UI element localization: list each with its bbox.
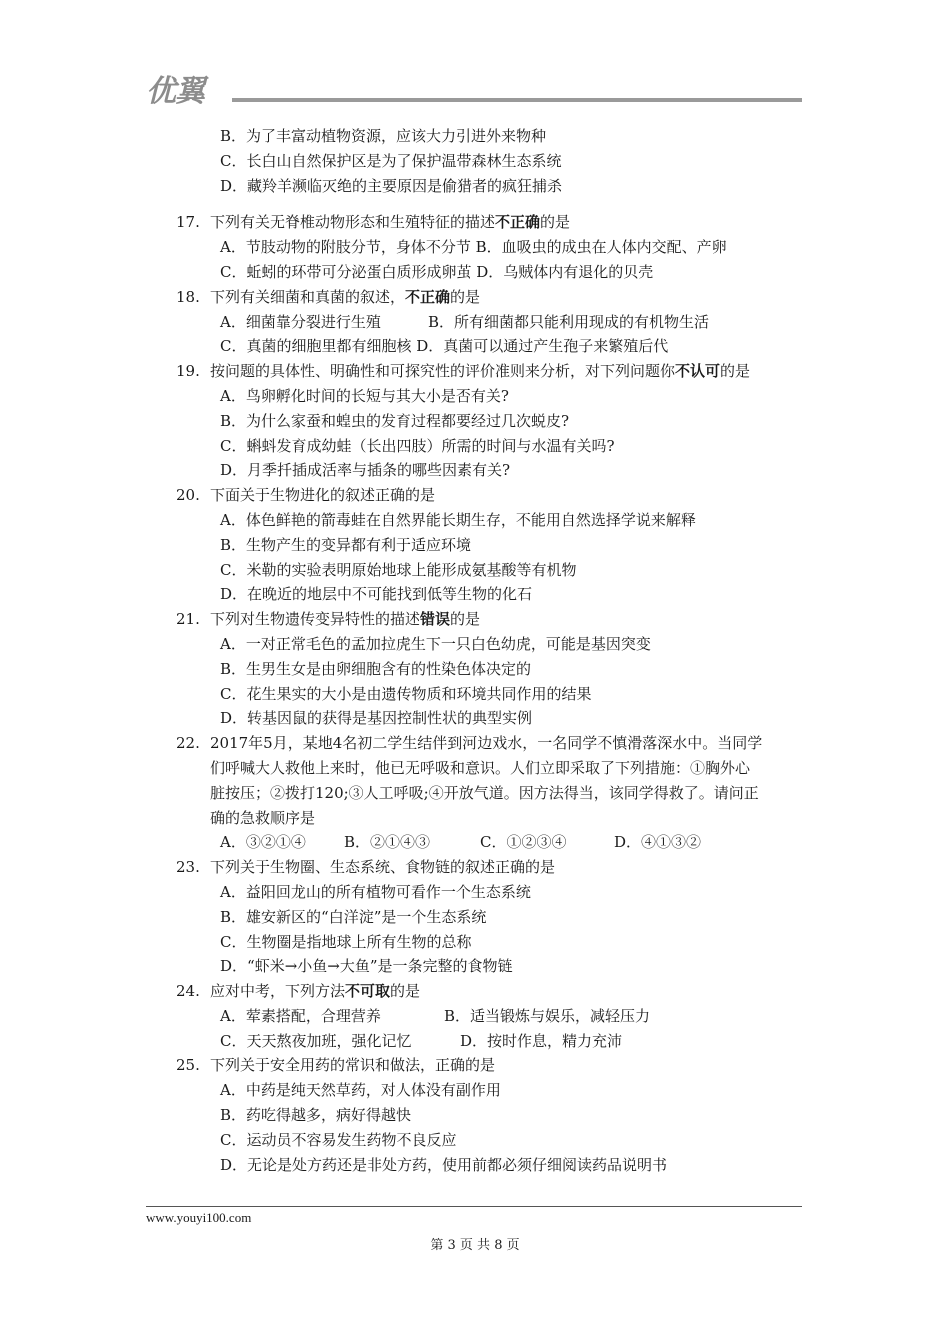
footer-rule bbox=[146, 1206, 802, 1207]
q20-option-a: A．体色鲜艳的箭毒蛙在自然界能长期生存，不能用自然选择学说来解释 bbox=[220, 510, 696, 529]
q23-stem: 23. 下列关于生物圈、生态系统、食物链的叙述正确的是 bbox=[176, 858, 556, 877]
header-rule bbox=[232, 98, 802, 102]
q18-options-ab: A．细菌靠分裂进行生殖 B．所有细菌都只能利用现成的有机物生活 bbox=[220, 312, 710, 331]
q25-stem: 25. 下列关于安全用药的常识和做法，正确的是 bbox=[176, 1056, 496, 1075]
q19-option-b: B．为什么家蚕和蝗虫的发育过程都要经过几次蜕皮? bbox=[220, 411, 570, 430]
q16-option-d: D．藏羚羊濒临灭绝的主要原因是偷猎者的疯狂捕杀 bbox=[220, 176, 563, 195]
q18-options-cd: C．真菌的细胞里都有细胞核 D．真菌可以通过产生孢子来繁殖后代 bbox=[220, 337, 669, 356]
q23-option-d: D．“虾米→小鱼→大鱼”是一条完整的食物链 bbox=[220, 957, 513, 976]
q21-option-d: D．转基因鼠的获得是基因控制性状的典型实例 bbox=[220, 709, 533, 728]
q24-options-cd: C．天天熬夜加班，强化记忆 D．按时作息，精力充沛 bbox=[220, 1031, 623, 1050]
q19-stem: 19. 按问题的具体性、明确性和可探究性的评价准则来分析，对下列问题你不认可的是 bbox=[176, 362, 751, 381]
q21-option-b: B．生男生女是由卵细胞含有的性染色体决定的 bbox=[220, 659, 532, 678]
q16-option-c: C．长白山自然保护区是为了保护温带森林生态系统 bbox=[220, 151, 562, 170]
question-content bbox=[176, 124, 816, 1177]
q22-stem-line1: 22. 2017年5月，某地4名初二学生结伴到河边戏水，一名同学不慎滑落深水中。当同学 bbox=[176, 734, 763, 753]
q21-option-a: A．一对正常毛色的孟加拉虎生下一只白色幼虎，可能是基因突变 bbox=[220, 634, 651, 653]
q20-option-d: D．在晚近的地层中不可能找到低等生物的化石 bbox=[220, 585, 533, 604]
q23-option-a: A．益阳回龙山的所有植物可看作一个生态系统 bbox=[220, 882, 531, 901]
q25-option-d: D．无论是处方药还是非处方药，使用前都必须仔细阅读药品说明书 bbox=[220, 1155, 668, 1174]
q20-stem: 20. 下面关于生物进化的叙述正确的是 bbox=[176, 486, 436, 505]
q23-option-b: B．雄安新区的“白洋淀”是一个生态系统 bbox=[220, 907, 487, 926]
footer-website: www.youyi100.com bbox=[146, 1210, 252, 1225]
q23-option-c: C．生物圈是指地球上所有生物的总称 bbox=[220, 932, 472, 951]
q24-stem: 24. 应对中考，下列方法不可取的是 bbox=[176, 982, 421, 1001]
q21-option-c: C．花生果实的大小是由遗传物质和环境共同作用的结果 bbox=[220, 684, 592, 703]
q21-stem: 21. 下列对生物遗传变异特性的描述错误的是 bbox=[176, 610, 481, 629]
q22-stem-line3: 脏按压；②拨打120;③人工呼吸;④开放气道。因方法得当，该同学得救了。请问正 bbox=[210, 783, 759, 802]
q19-option-c: C．蝌蚪发育成幼蛙（长出四肢）所需的时间与水温有关吗? bbox=[220, 436, 615, 455]
q17-stem: 17. 下列有关无脊椎动物形态和生殖特征的描述不正确的是 bbox=[176, 213, 571, 232]
q17-options-cd: C．蚯蚓的环带可分泌蛋白质形成卵茧 D．乌贼体内有退化的贝壳 bbox=[220, 262, 654, 281]
q16-option-b: B．为了丰富动植物资源，应该大力引进外来物种 bbox=[220, 127, 547, 145]
q25-option-a: A．中药是纯天然草药，对人体没有副作用 bbox=[220, 1081, 501, 1100]
q20-option-c: C．米勒的实验表明原始地球上能形成氨基酸等有机物 bbox=[220, 560, 577, 579]
q24-options-ab: A．荤素搭配，合理营养 B．适当锻炼与娱乐，减轻压力 bbox=[220, 1006, 651, 1025]
q22-stem-line2: 们呼喊大人救他上来时，他已无呼吸和意识。人们立即采取了下列措施：①胸外心 bbox=[210, 758, 751, 777]
q20-option-b: B．生物产生的变异都有利于适应环境 bbox=[220, 535, 472, 554]
q19-option-a: A．鸟卵孵化时间的长短与其大小是否有关? bbox=[220, 386, 509, 405]
logo: 优翼 bbox=[146, 74, 204, 109]
q17-options-ab: A．节肢动物的附肢分节，身体不分节 B．血吸虫的成虫在人体内交配、产卵 bbox=[220, 238, 727, 257]
q25-option-c: C．运动员不容易发生药物不良反应 bbox=[220, 1130, 457, 1149]
q19-option-d: D．月季扦插成活率与插条的哪些因素有关? bbox=[220, 461, 511, 480]
q22-stem-line4: 确的急救顺序是 bbox=[210, 808, 316, 827]
q22-options: A．③②①④ B．②①④③ C．①②③④ D．④①③② bbox=[220, 833, 702, 852]
q18-stem: 18. 下列有关细菌和真菌的叙述，不正确的是 bbox=[176, 287, 481, 306]
page-number: 第 3 页 共 8 页 bbox=[430, 1238, 520, 1253]
q25-option-b: B．药吃得越多，病好得越快 bbox=[220, 1106, 412, 1125]
